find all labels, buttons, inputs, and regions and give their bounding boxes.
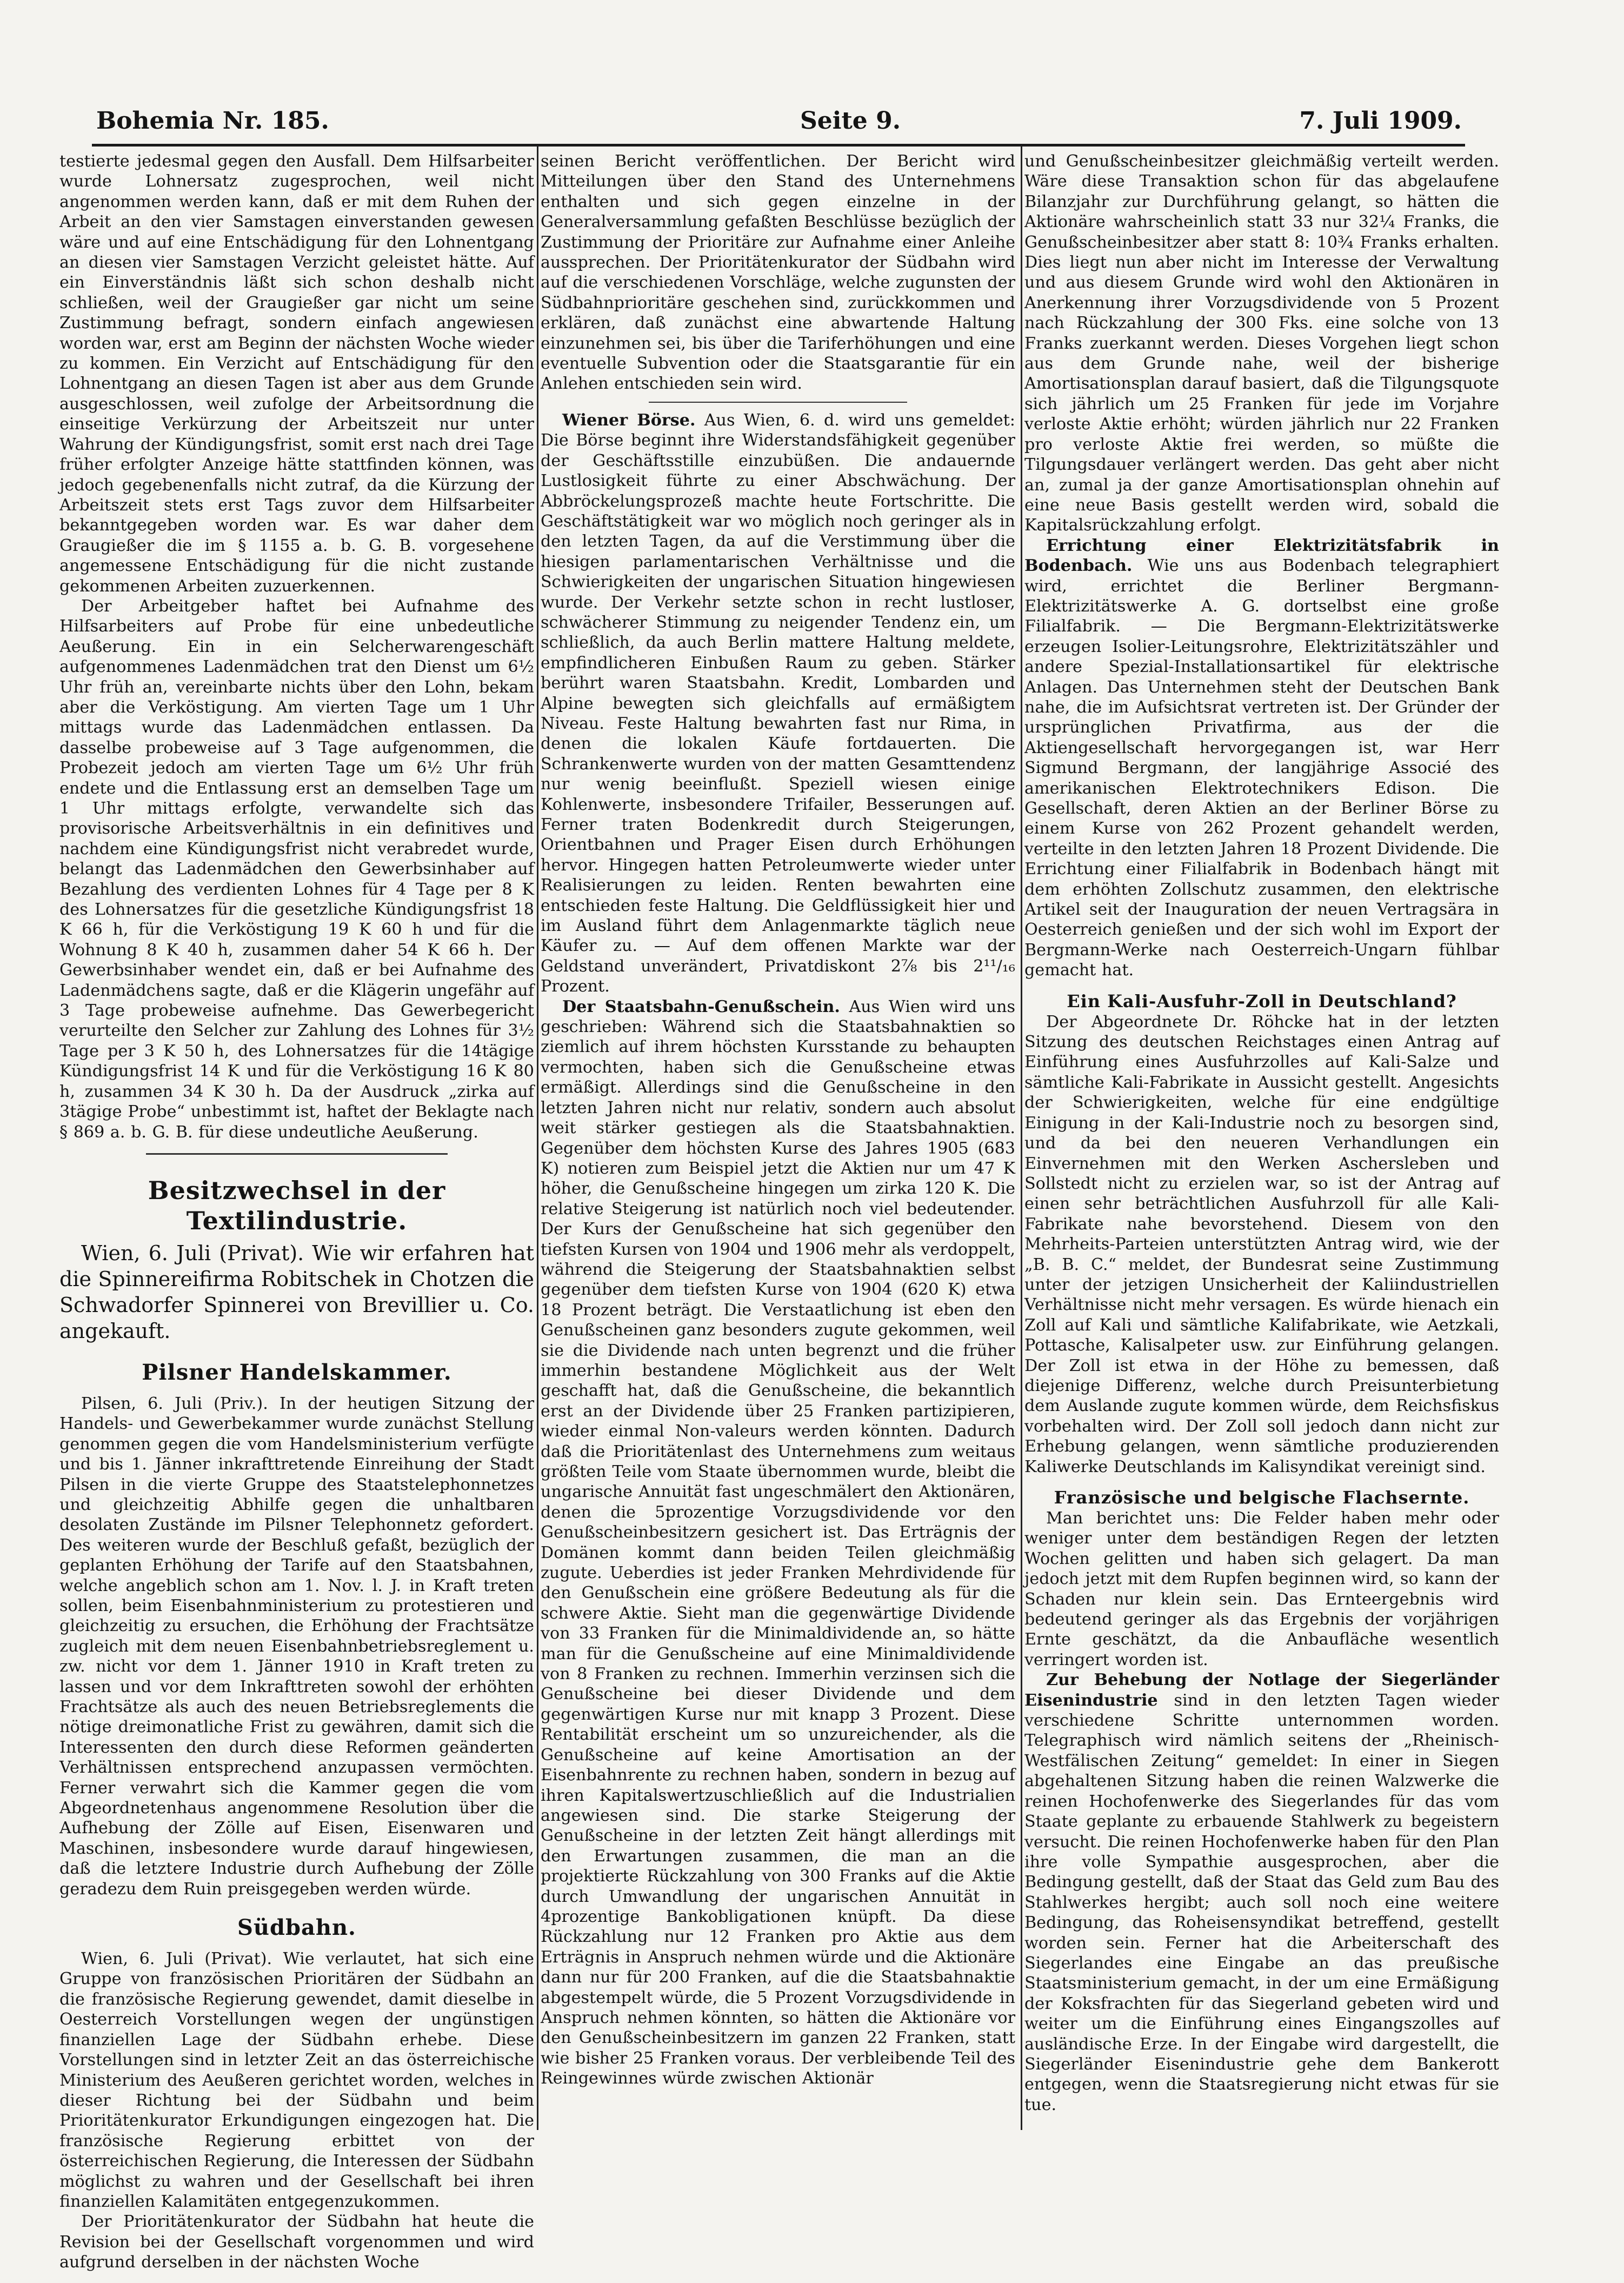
- article-kali: Der Abgeordnete Dr. Röhcke hat in der letzten Sitzung des deutschen Reichstages einen Antrag auf Einführung eines Ausfuhrzolles auf Kali-Salze und sämtliche Kali-Fabrikate in Aussicht gestellt. Angesichts der Schwierigkeiten, welche für eine endgültige Einigung in der Kali-Industrie noch zu besorgen sind, und da bei den neueren Verhandlungen ein Einvernehmen mit den Werken Aschersleben und Sollstedt nicht zu erzielen war, so ist der Antrag auf einen sehr beträchtlichen Ausfuhrzoll für alle Kali-Fabrikate nahe bevorstehend. Diesem von den Mehrheits-Parteien unterstützten Antrag wird, wie der „B. B. C.“ meldet, der Bundesrat seine Zustimmung unter der jetzigen Unsicherheit der Kaliindustriellen Verhältnisse nicht mehr versagen. Es würde hienach ein Zoll auf Kali und sämtliche Kalifabrikate, wie Aetzkali, Pottasche, Kalisalpeter usw. zur Einführung gelangen. Der Zoll ist etwa in der Höhe zu bemessen, daß diejenige Differenz, welche durch Preisunterbietung dem Auslande zugute kommen würde, dem Reichsfiskus vorbehalten wird. Der Zoll soll jedoch dann nicht zur Erhebung gelangen, wenn sämtliche produzierenden Kaliwerke Deutschlands im Kalisyndikat vereinigt sind.: [1024, 1012, 1499, 1476]
- headline-elektrizitaet: Errichtung einer Elektrizitätsfabrik in Bodenbach.: [1024, 536, 1499, 576]
- article-textile: Wien, 6. Juli (Privat). Wie wir erfahren hat die Spinnereifirma Robitschek in Chotzen die Schwadorfer Spinnerei von Brevillier u. Co. angekauft.: [59, 1241, 534, 1343]
- article-suedbahn-cont: Der Prioritätenkurator der Südbahn hat heute die Revision bei der Gesellschaft vorgenommen und wird aufgrund derselben in der nächsten Woche: [59, 2212, 534, 2272]
- article-boerse-text: Aus Wien, 6. d. wird uns gemeldet: Die Börse beginnt ihre Widerstandsfähigkeit gegenüber der Geschäftsstille einzubüßen. Die andauernde Lustlosigkeit führte zu einer Abschwächung. Der Abbröckelungsprozeß machte heute Fortschritte. Die Geschäftstätigkeit war wo möglich noch geringer als in den letzten Tagen, da auf die Verstimmung über die hiesigen parlamentarischen Verhältnisse und die Schwierigkeiten der ungarischen Situation hingewiesen wurde. Der Verkehr setzte schon in recht lustloser, schwächerer Stimmung zu neigender Tendenz ein, um schließlich, da auch Berlin mattere Haltung meldete, empfindlicheren Einbußen Raum zu geben. Stärker berührt waren Staatsbahn. Kredit, Lombarden und Alpine bewegten sich gleichfalls auf ermäßigtem Niveau. Feste Haltung bewahrten fast nur Rima, in denen die lokalen Käufe fortdauerten. Die Schrankenwerte wurden von der matten Gesamttendenz nur wenig beeinflußt. Speziell wiesen einige Kohlenwerte, insbesondere Trifailer, Besserungen auf. Ferner traten Bodenkredit durch Steigerungen, Orientbahnen und Prager Eisen durch Erhöhungen hervor. Hingegen hatten Petroleumwerte wieder unter Realisierungen zu leiden. Renten bewahrten eine entschieden feste Haltung. Die Geldflüssigkeit hier und im Ausland führt dem Anlagenmarkte täglich neue Käufer zu. — Auf dem offenen Markte war der Geldstand unverändert, Privatdiskont 2⅞ bis 2¹¹/₁₆ Prozent.: [541, 410, 1015, 996]
- column-divider: [537, 146, 538, 2130]
- headline-flachsernte: Französische und belgische Flachsernte.: [1054, 1487, 1470, 1508]
- article-elektrizitaet: [1024, 536, 1499, 981]
- article-siegerland-text: sind in den letzten Tagen wieder verschiedene Schritte unternommen worden. Telegraphisch wird nämlich seitens der „Rheinisch-Westfälischen Zeitung“ gemeldet: In einer in Siegen abgehaltenen Sitzung haben die reinen Walzwerke die reinen Hochofenwerke des Siegerlandes für das vom Staate geplante zu erbauende Stahlwerk zu begeistern versucht. Die reinen Hochofenwerke haben für den Plan ihre volle Sympathie ausgesprochen, aber die Bedingung gestellt, daß der Staat das Geld zum Bau des Stahlwerkes hergibt; auch soll noch eine weitere Bedingung, das Roheisensyndikat betreffend, gestellt worden sein. Ferner hat die Arbeiterschaft des Siegerlandes eine Eingabe an das preußische Staatsministerium gemacht, in der um eine Ermäßigung der Koksfrachten für das Siegerland gebeten wird und weiter um die Einführung eines Eingangszolles auf ausländische Erze. In der Eingabe wird dargestellt, die Siegerländer Eisenindustrie gehe dem Bankerott entgegen, wenn die Staatsregierung nicht etwas für sie tue.: [1024, 1690, 1499, 2114]
- article-separator: [146, 1153, 448, 1155]
- article-paragraph: seinen Bericht veröffentlichen. Der Bericht wird Mitteilungen über den Stand des Unternehmens enthalten und sich gegen einzelne in der Generalversammlung gefaßten Beschlüsse bezüglich der Zustimmung der Prioritäre zur Aufnahme einer Anleihe aussprechen. Der Prioritätenkurator der Südbahn wird auf die verschiedenen Vorschläge, welche zugunsten der Südbahnprioritäre geschehen sind, zurückkommen und erklären, daß zunächst eine abwartende Haltung einzunehmen sei, bis über die Tariferhöhungen und eine eventuelle Subvention oder die Staatsgarantie für ein Anlehen entschieden sein wird.: [541, 152, 1015, 394]
- headline-kali: Ein Kali-Ausfuhr-Zoll in Deutschland?: [1067, 990, 1457, 1011]
- page-header: [92, 107, 1465, 139]
- headline-pilsen: Pilsner Handelskammer.: [142, 1359, 452, 1385]
- column-3: [1024, 151, 1499, 2119]
- article-siegerland: [1024, 1670, 1499, 2115]
- headline-boerse: Wiener Börse.: [562, 410, 696, 430]
- column-2: [541, 151, 1015, 2119]
- article-elektrizitaet-text: Wie uns aus Bodenbach telegraphiert wird, errichtet die Berliner Bergmann-Elektrizitätswerke A. G. dortselbst eine große Filialfabrik. — Die Bergmann-Elektrizitätswerke erzeugen Isolier-Leitungsrohre, Elektrizitätszähler und andere Spezial-Installationsartikel für elektrische Anlagen. Das Unternehmen steht der Deutschen Bank nahe, die im Aufsichtsrat vertreten ist. Der Gründer der ursprünglichen Privatfirma, aus der die Aktiengesellschaft hervorgegangen ist, war Herr Sigmund Bergmann, der langjährige Associé des amerikanischen Elektrotechnikers Edison. Die Gesellschaft, deren Aktien an der Berliner Börse zu einem Kurse von 262 Prozent gehandelt werden, verteilte in den letzten Jahren 18 Prozent Dividende. Die Errichtung einer Filialfabrik in Bodenbach hängt mit dem erhöhten Zollschutz zusammen, den elektrische Artikel seit der Inauguration der neuen Vertragsära in Oesterreich genießen und der sich wohl im Export der Bergmann-Werke nach Oesterreich-Ungarn fühlbar gemacht hat.: [1024, 556, 1499, 980]
- article-suedbahn: Wien, 6. Juli (Privat). Wie verlautet, hat sich eine Gruppe von französischen Prioritären der Südbahn an die französische Regierung gewendet, damit dieselbe in Oesterreich Vorstellungen wegen der ungünstigen finanziellen Lage der Südbahn erhebe. Diese Vorstellungen sind in letzter Zeit an das österreichische Ministerium des Aeußeren gerichtet worden, welches in dieser Richtung bei der Südbahn und beim Prioritätenkurator Erkundigungen eingezogen hat. Die französische Regierung erbittet von der österreichischen Regierung, die Interessen der Südbahn möglichst zu wahren und der Gesellschaft bei ihren finanziellen Kalamitäten entgegenzukommen.: [59, 1949, 534, 2211]
- article-separator: [649, 402, 907, 403]
- column-1: [59, 151, 534, 2272]
- article-paragraph: testierte jedesmal gegen den Ausfall. Dem Hilfsarbeiter wurde Lohnersatz zugesprochen, weil nicht angenommen werden kann, daß er mit dem Ruhen der Arbeit an den vier Samstagen einverstanden gewesen wäre und auf eine Entschädigung für den Lohnentgang an diesen vier Samstagen Verzicht geleistet hätte. Auf ein Einverständnis läßt sich schon deshalb nicht schließen, weil der Graugießer gar nicht um seine Zustimmung befragt, sondern einfach angewiesen worden war, erst am Beginn der nächsten Woche wieder zu kommen. Ein Verzicht auf Entschädigung für den Lohnentgang an diesen Tagen ist aber aus dem Grunde ausgeschlossen, weil zufolge der Arbeitsordnung die einseitige Verkürzung der Arbeitszeit nur unter Wahrung der Kündigungsfrist, somit erst nach drei Tage früher erfolgter Anzeige hätte stattfinden können, was jedoch gegebenenfalls nicht zutraf, da die Kürzung der Arbeitszeit stets erst Tags zuvor dem Hilfsarbeiter bekanntgegeben worden war. Es war daher dem Graugießer die im § 1155 a. b. G. B. vorgesehene angemessene Entschädigung für die nicht zustande gekommenen Arbeiten zuzuerkennen.: [59, 152, 534, 596]
- article-paragraph: Der Arbeitgeber haftet bei Aufnahme des Hilfsarbeiters auf Probe für eine unbedeutliche Aeußerung. Ein in ein Selcherwarengeschäft aufgenommenes Ladenmädchen trat den Dienst um 6½ Uhr früh an, vereinbarte nichts über den Lohn, bekam aber die Verköstigung. Am vierten Tage um 1 Uhr mittags wurde das Ladenmädchen entlassen. Da dasselbe probeweise auf 3 Tage aufgenommen, die Probezeit jedoch am vierten Tage um 6½ Uhr früh endete und die Entlassung erst an demselben Tage um 1 Uhr mittags erfolgte, verwandelte sich das provisorische Arbeitsverhältnis in ein definitives und nachdem eine Kündigungsfrist nicht verabredet wurde, belangt das Ladenmädchen den Gewerbsinhaber auf Bezahlung des verdienten Lohnes für 4 Tage per 8 K des Lohnersatzes für die gesetzliche Kündigungsfrist 18 K 66 h, für die Verköstigung 19 K 60 h und für die Wohnung 8 K 40 h, zusammen daher 54 K 66 h. Der Gewerbsinhaber wendet ein, daß er bei Aufnahme des Ladenmädchens sagte, daß er die Klägerin ungefähr auf 3 Tage probeweise aufnehme. Das Gewerbegericht verurteilte den Selcher zur Zahlung des Lohnes für 3½ Tage per 3 K 50 h, des Lohnersatzes für die 14tägige Kündigungsfrist 14 K und für die Verköstigung 16 K 80 h, zusammen 34 K 30 h. Da der Ausdruck „zirka auf 3tägige Probe“ unbestimmt ist, haftet der Beklagte nach § 869 a. b. G. B. für diese undeutliche Aeußerung.: [59, 596, 534, 1142]
- column-divider: [1021, 146, 1022, 2130]
- header-rule: [92, 144, 1465, 147]
- article-genussschein: [541, 997, 1015, 2089]
- header-date: 7. Juli 1909.: [1299, 107, 1462, 135]
- header-issue: Bohemia Nr. 185.: [96, 107, 329, 135]
- headline-genussschein: Der Staatsbahn-Genußschein.: [562, 997, 840, 1016]
- headline-suedbahn: Südbahn.: [237, 1915, 356, 1941]
- article-boerse: [541, 410, 1015, 997]
- article-genussschein-text: Aus Wien wird uns geschrieben: Während sich die Staatsbahnaktien so ziemlich auf ihrem höchsten Kursstande zu behaupten vermochten, haben sich die Genußscheine etwas ermäßigt. Allerdings sind die Genußscheine in den letzten Jahren nicht nur relativ, sondern auch absolut weit stärker gestiegen als die Staatsbahnaktien. Gegenüber dem höchsten Kurse des Jahres 1905 (683 K) notieren zum Beispiel jetzt die Aktien nur um 47 K höher, die Genußscheine hingegen um zirka 120 K. Die relative Steigerung ist natürlich noch viel bedeutender. Der Kurs der Genußscheine hat sich gegenüber den tiefsten Kursen von 1904 und 1906 mehr als verdoppelt, während die Steigerung der Staatsbahnaktien selbst gegenüber dem tiefsten Kurse von 1904 (620 K) etwa 18 Prozent beträgt. Die Verstaatlichung ist eben den Genußscheinen ganz besonders zugute gekommen, weil sie die Dividende nach unten begrenzt und die früher immerhin bestandene Möglichkeit aus der Welt geschafft hat, daß die Genußscheine, die bekanntlich erst an der Dividende über 25 Franken partizipieren, wieder einmal Non-valeurs werden könnten. Dadurch daß die Prioritätenlast des Unternehmens zum weitaus größten Teile vom Staate übernommen wurde, bleibt die ungarische Annuität fast ungeschmälert den Aktionären, denen die 5prozentige Vorzugsdividende vor den Genußscheinbesitzern gesichert ist. Das Erträgnis der Domänen kommt dann beiden Teilen gleichmäßig zugute. Ueberdies ist jeder Franken Mehrdividende für den Genußschein eine größere Bedeutung als für die schwere Aktie. Sieht man die gegenwärtige Dividende von 33 Franken für die Minimaldividende an, so hätte man für die Genußscheine auf eine Minimaldividende von 8 Franken zu rechnen. Immerhin verzinsen sich die Genußscheine bei dieser Dividende und dem gegenwärtigen Kurse nur mit knapp 3 Prozent. Diese Rentabilität erscheint um so unzureichender, als die Genußscheine auf keine Amortisation an der Eisenbahnrente zu rechnen haben, sondern in bezug auf ihren Kapitalswertzuschließlich auf die Industrialien angewiesen sind. Die starke Steigerung der Genußscheine in der letzten Zeit hängt allerdings mit den Erwartungen zusammen, die man an die projektierte Rückzahlung von 300 Franks auf die Aktie durch Umwandlung der ungarischen Annuität in 4prozentige Bankobligationen knüpft. Da diese Rückzahlung nur 12 Franken pro Aktie aus dem Erträgnis in Anspruch nehmen würde und die Aktionäre dann nur für 200 Franken, auf die die Staatsbahnaktie abgestempelt würde, die 5 Prozent Vorzugsdividende in Anspruch nehmen könnten, so hätten die Aktionäre vor den Genußscheinbesitzern im ganzen 22 Franken, statt wie bisher 25 Franken voraus. Der verbleibende Teil des Reingewinnes würde zwischen Aktionär: [541, 997, 1015, 2088]
- article-flachsernte: Man berichtet uns: Die Felder haben mehr oder weniger unter dem beständigen Regen der letzten Wochen gelitten und haben sich gelagert. Da man jedoch jetzt mit dem Rupfen beginnen wird, so kann der Schaden nur klein sein. Das Ernteergebnis wird bedeutend geringer als das Ergebnis der vorjährigen Ernte geschätzt, da die Anbaufläche wesentlich verringert worden ist.: [1024, 1509, 1499, 1669]
- headline-textile: Besitzwechsel in der Textilindustrie.: [148, 1175, 446, 1235]
- header-page-number: Seite 9.: [800, 107, 901, 135]
- article-paragraph: und Genußscheinbesitzer gleichmäßig verteilt werden. Wäre diese Transaktion schon für das abgelaufene Bilanzjahr zur Durchführung gelangt, so hätten die Aktionäre wahrscheinlich statt 33 nur 32¼ Franks, die Genußscheinbesitzer aber statt 8: 10¾ Franks erhalten. Dies liegt nun aber nicht im Interesse der Verwaltung und aus diesem Grunde wird wohl den Aktionären in Anerkennung ihrer Vorzugsdividende von 5 Prozent nach Rückzahlung der 300 Fks. eine solche von 13 Franks zuerkannt werden. Dieses Vorgehen liegt schon aus dem Grunde nahe, weil der bisherige Amortisationsplan darauf basiert, daß die Tilgungsquote sich jährlich um 25 Franken für jede im Vorjahre verloste Aktie erhöht; würden jährlich nur 22 Franken pro verloste Aktie frei werden, so müßte die Tilgungsdauer verlängert werden. Das geht aber nicht an, zumal ja der ganze Amortisationsplan ohnehin auf eine neue Basis gestellt werden wird, sobald die Kapitalsrückzahlung erfolgt.: [1024, 152, 1499, 535]
- headline-siegerland: Zur Behebung der Notlage der Siegerländer Eisenindustrie: [1024, 1670, 1499, 1710]
- article-pilsen: Pilsen, 6. Juli (Priv.). In der heutigen Sitzung der Handels- und Gewerbekammer wurde zunächst Stellung genommen gegen die vom Handelsministerium verfügte und bis 1. Jänner inkrafttretende Einreihung der Stadt Pilsen in die vierte Gruppe des Staatstelephonnetzes und gleichzeitig Abhilfe gegen die unhaltbaren desolaten Zustände im Pilsner Telephonnetz gefordert. Des weiteren wurde der Beschluß gefaßt, bezüglich der geplanten Erhöhung der Tarife auf den Staatsbahnen, welche angeblich schon am 1. Nov. l. J. in Kraft treten sollen, beim Eisenbahnministerium zu protestieren und gleichzeitig zu ersuchen, die Erhöhung der Frachtsätze zugleich mit dem neuen Eisenbahnbetriebsreglement u. zw. nicht vor dem 1. Jänner 1910 in Kraft treten zu lassen und vor dem Inkrafttreten sowohl der erhöhten Frachtsätze als auch des neuen Betriebsreglements die nötige dreimonatliche Frist zu gewähren, damit sich die Interessenten den durch diese Reformen geänderten Verhältnissen entsprechend anzupassen vermöchten. Ferner verwahrt sich die Kammer gegen die vom Abgeordnetenhaus angenommene Resolution über die Aufhebung der Zölle auf Eisen, Eisenwaren und Maschinen, insbesondere wurde darauf hingewiesen, daß die letztere Industrie durch Aufhebung der Zölle geradezu dem Ruin preisgegeben werden würde.: [59, 1394, 534, 1899]
